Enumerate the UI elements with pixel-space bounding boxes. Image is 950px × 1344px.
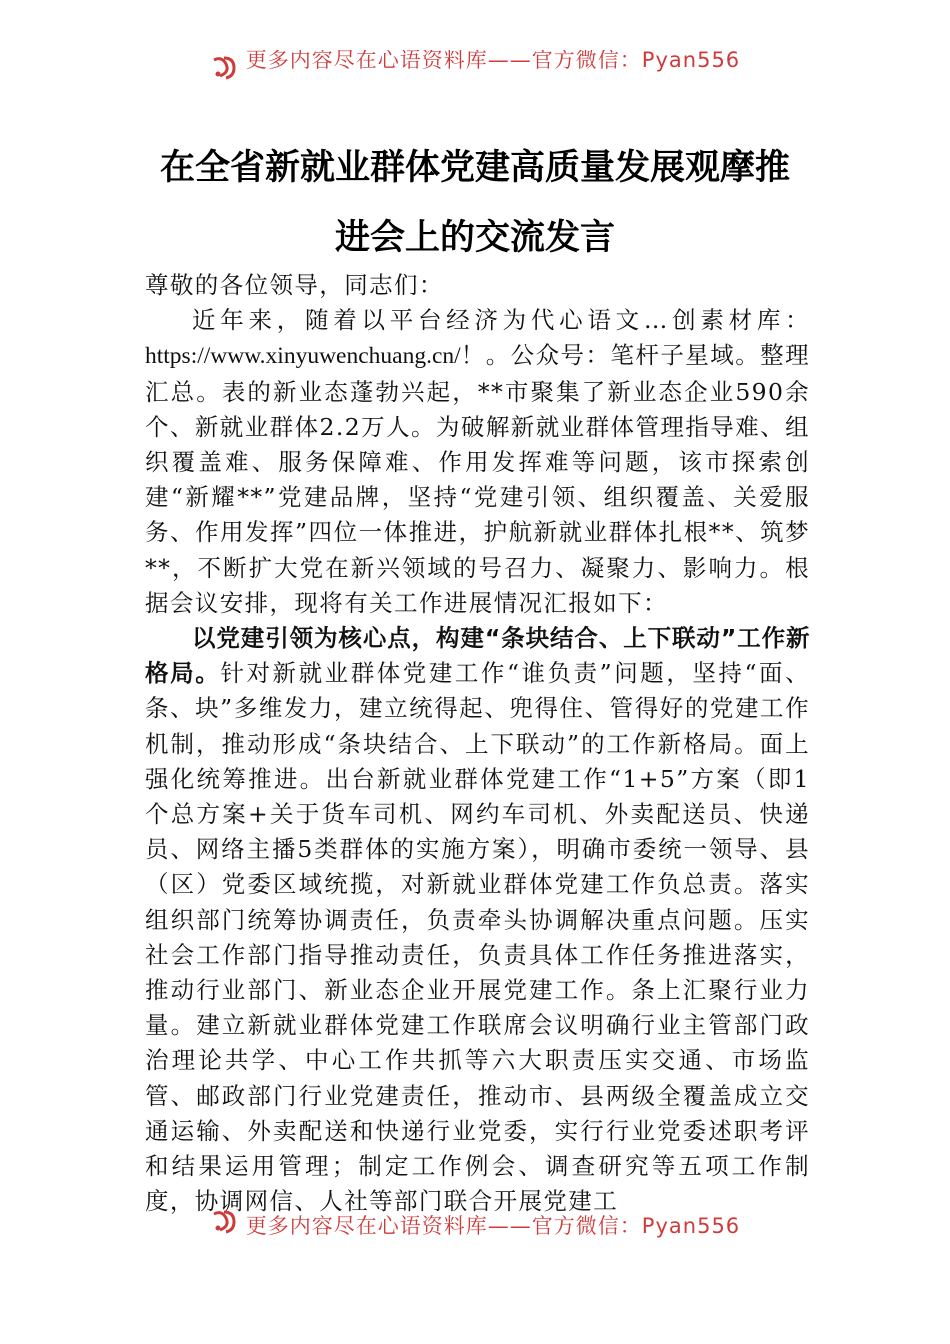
watermark-text: 更多内容尽在心语资料库——官方微信：Pyan556: [245, 1214, 741, 1238]
watermark-text: 更多内容尽在心语资料库——官方微信：Pyan556: [245, 50, 741, 72]
paragraph-intro-text-a: 近年来，随着以平台经济为代心语文…创素材库：: [192, 306, 810, 335]
logo-icon: [210, 1208, 240, 1234]
watermark-banner-top: [0, 50, 950, 84]
document-title-line2: 进会上的交流发言: [334, 217, 615, 258]
section-body: 针对新就业群体党建工作“谁负责”问题，坚持“面、条、块”多维发力，建立统得起、兜得住、管得好的党建工作机制，推动形成“条块结合、上下联动”的工作新格局。面上强化统筹推进。出台新就业群体党建工作“1+5”方案（即1个总方案+关于货车司机、网约车司机、外卖配送员、快递员、网络主播5类群体的实施方案），明确市委统一领导、县（区）党委区域统揽，对新就业群体党建工作负总责。落实组织部门统筹协调责任，负责牵头协调解决重点问题。压实社会工作部门指导推动责任，负责具体工作任务推进落实，推动行业部门、新业态企业开展党建工作。条上汇聚行业力量。建立新就业群体党建工作联席会议明确行业主管部门政治理论共学、中心工作共抓等六大职责压实交通、市场监管、邮政部门行业党建责任，推动市、县两级全覆盖成立交通运输、外卖配送和快递行业党委，实行行业党委述职考评和结果运用管理；制定工作例会、调查研究等五项工作制度，协调网信、人社等部门联合开展党建工: [145, 659, 810, 1216]
document-title-line1: 在全省新就业群体党建高质量发展观摩推: [159, 147, 790, 188]
salutation: 尊敬的各位领导，同志们：: [145, 271, 444, 299]
logo-icon: [210, 54, 240, 80]
website-url: https://www.xinyuwenchuang.cn/: [145, 343, 461, 370]
paragraph-section-one: [145, 621, 810, 1219]
document-body: [145, 268, 810, 1219]
section-heading: 以党建引领为核心点，构建“条块结合、上下联动”工作新格局。: [145, 624, 810, 688]
paragraph-intro-text-b: ！。公众号：笔杆子星域。整理汇总。表的新业态蓬勃兴起，**市聚集了新业态企业590余个、新就业群体2.2万人。为破解新就业群体管理指导难、组织覆盖难、服务保障难、作用发挥难等问题，该市探索创建“新耀**”党建品牌，坚持“党建引领、组织覆盖、关爱服务、作用发挥”四位一体推进，护航新就业群体扎根**、筑梦**，不断扩大党在新兴领域的号召力、凝聚力、影响力。根据会议安排，现将有关工作进展情况汇报如下：: [145, 341, 810, 617]
watermark-banner-bottom: [0, 1204, 950, 1238]
paragraph-intro: [145, 303, 810, 621]
